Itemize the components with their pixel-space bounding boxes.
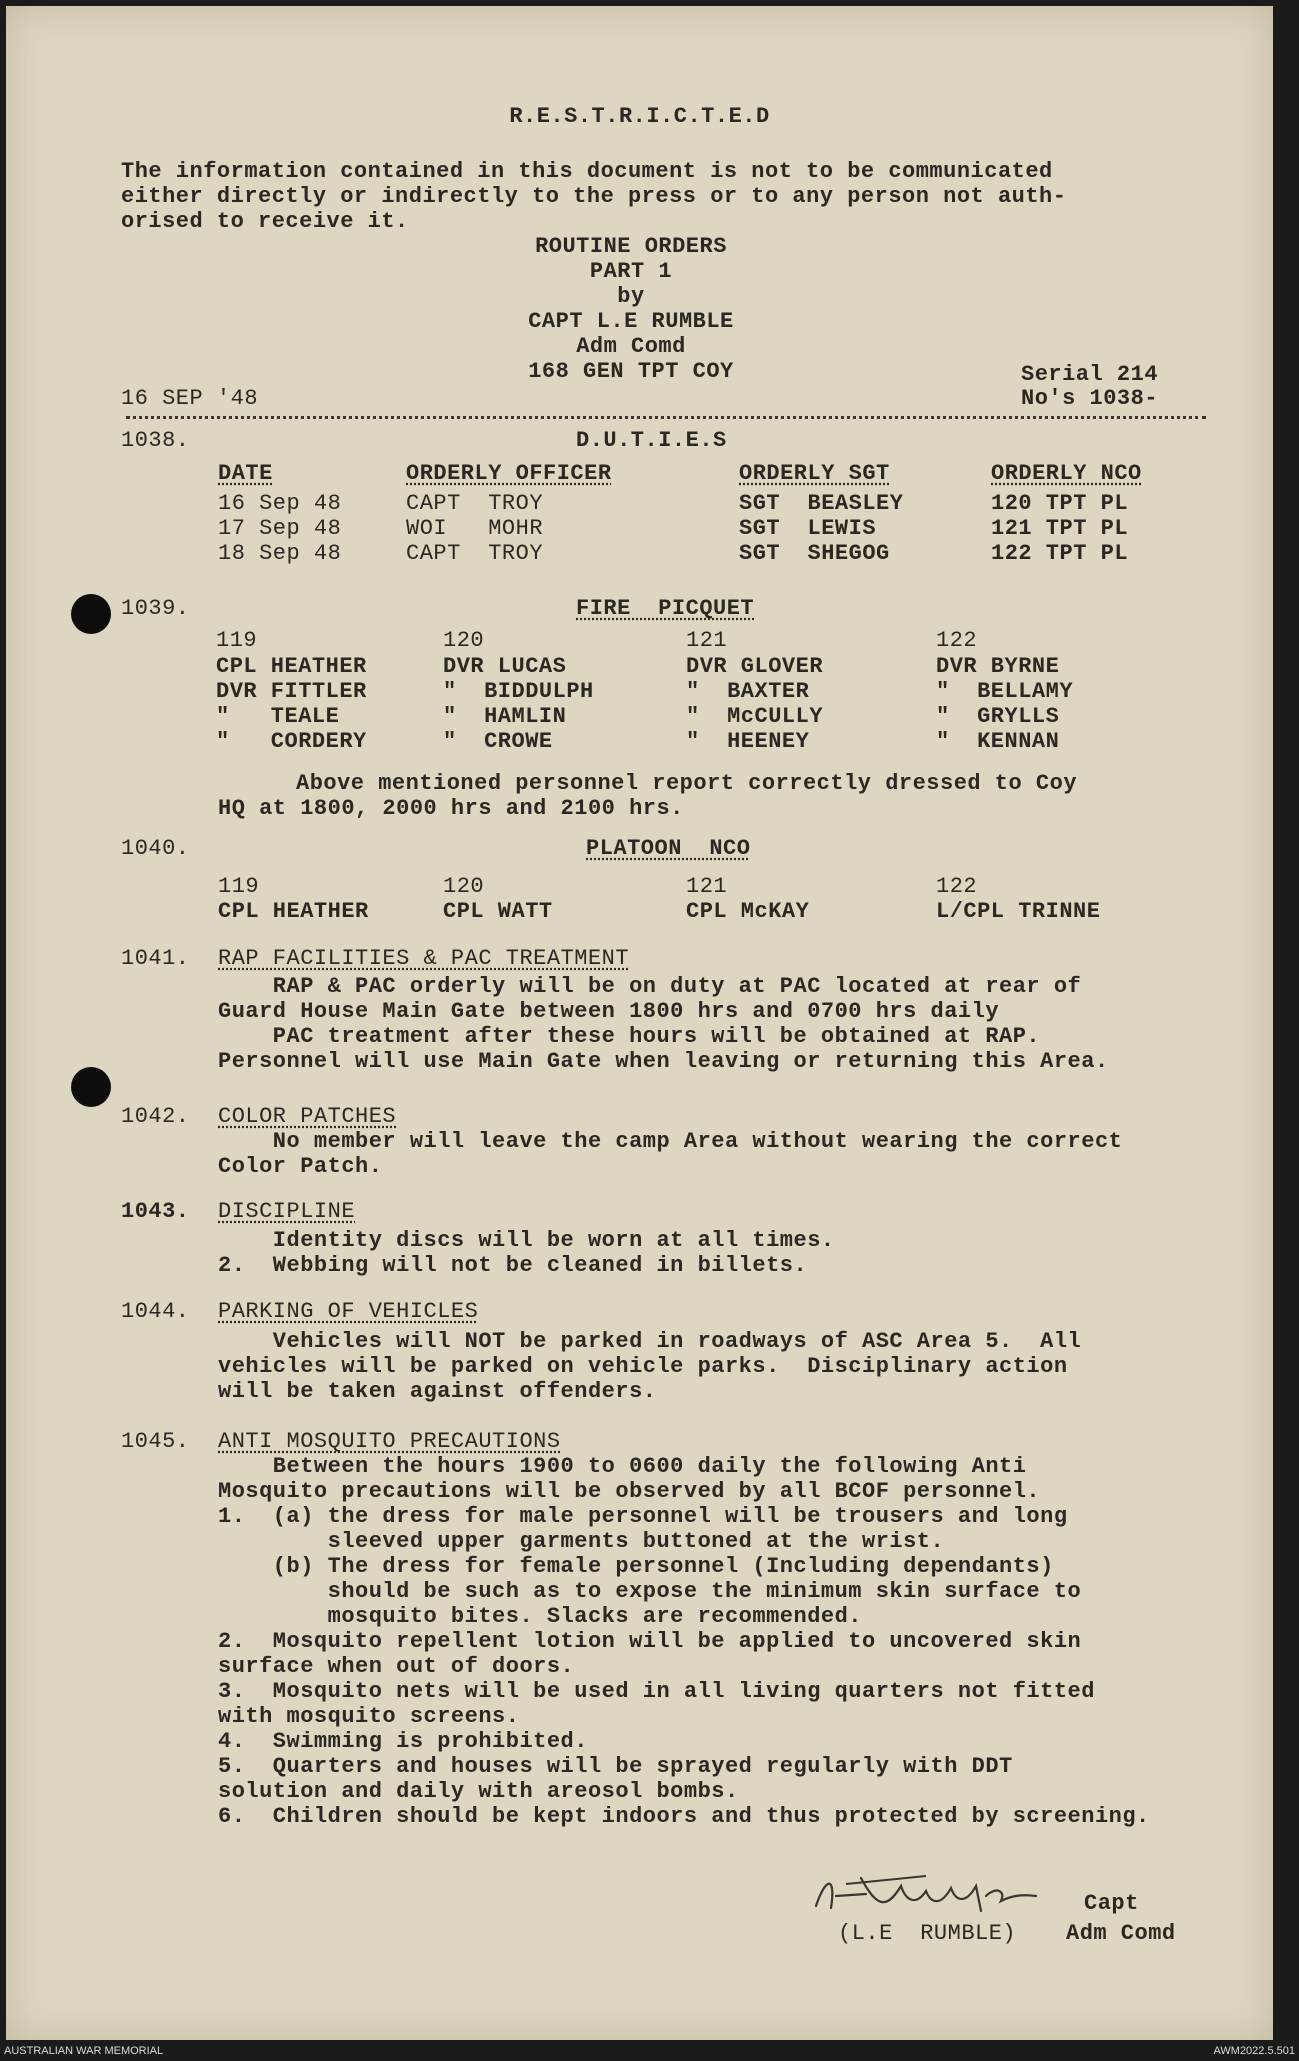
pnco-platoon-122: 122 (936, 874, 978, 899)
fp-119-member-3: " TEALE (216, 704, 340, 729)
order-1045-line-10: 3. Mosquito nets will be used in all living quarters not fitted (218, 1679, 1095, 1704)
pnco-platoon-119: 119 (218, 874, 260, 899)
section-number-1040: 1040. (121, 836, 190, 861)
fp-121-member-2: " BAXTER (686, 679, 810, 704)
order-1043-line-2: 2. Webbing will not be cleaned in billets. (218, 1253, 808, 1278)
duties-col-officer: ORDERLY OFFICER (406, 461, 612, 486)
title-line-2: PART 1 (589, 259, 673, 284)
order-1045-line-15: 6. Children should be kept indoors and thus protected by screening. (218, 1804, 1150, 1829)
order-1043-line-1: Identity discs will be worn at all times. (218, 1228, 835, 1253)
fp-120-member-4: " CROWE (443, 729, 553, 754)
fp-121-member-3: " McCULLY (686, 704, 824, 729)
duties-col-date: DATE (218, 461, 273, 486)
duties-row-2-nco: 121 TPT PL (991, 516, 1129, 541)
pnco-name-120: CPL WATT (443, 899, 553, 924)
fp-platoon-119: 119 (216, 628, 258, 653)
duties-row-2-officer: WOI MOHR (406, 516, 544, 541)
order-1045-line-7: mosquito bites. Slacks are recommended. (218, 1604, 863, 1629)
duties-row-3-sgt: SGT SHEGOG (739, 541, 890, 566)
section-number-1042: 1042. (121, 1104, 190, 1129)
fp-119-member-1: CPL HEATHER (216, 654, 367, 679)
duties-row-1-officer: CAPT TROY (406, 491, 544, 516)
fp-120-member-2: " BIDDULPH (443, 679, 594, 704)
order-1045-line-13: 5. Quarters and houses will be sprayed regularly with DDT (218, 1754, 1013, 1779)
fp-122-member-4: " KENNAN (936, 729, 1060, 754)
order-1045-line-8: 2. Mosquito repellent lotion will be applied to uncovered skin (218, 1629, 1082, 1654)
fp-119-member-2: DVR FITTLER (216, 679, 367, 704)
notice-line-2: either directly or indirectly to the press or to any person not auth- (121, 184, 1067, 209)
title-line-1: ROUTINE ORDERS (535, 234, 727, 259)
fp-platoon-121: 121 (686, 628, 728, 653)
fp-platoon-122: 122 (936, 628, 978, 653)
order-1042-line-2: Color Patch. (218, 1154, 383, 1179)
fp-121-member-1: DVR GLOVER (686, 654, 824, 679)
binder-hole (71, 594, 111, 634)
order-1044-line-1: Vehicles will NOT be parked in roadways of ASC Area 5. All (218, 1329, 1082, 1354)
order-1041-line-1: RAP & PAC orderly will be on duty at PAC located at rear of (218, 974, 1082, 999)
notice-line-3: orised to receive it. (121, 209, 409, 234)
duties-row-2-sgt: SGT LEWIS (739, 516, 877, 541)
order-1045-line-5: (b) The dress for female personnel (Including dependants) (218, 1554, 1054, 1579)
order-1045-line-14: solution and daily with areosol bombs. (218, 1779, 739, 1804)
title-line-6: 168 GEN TPT COY (528, 359, 734, 384)
fp-122-member-1: DVR BYRNE (936, 654, 1060, 679)
section-number-1039: 1039. (121, 596, 190, 621)
section-number-1043: 1043. (121, 1199, 190, 1224)
fp-120-member-1: DVR LUCAS (443, 654, 567, 679)
archive-footer (0, 2043, 1299, 2061)
fp-122-member-2: " BELLAMY (936, 679, 1074, 704)
duties-title: D.U.T.I.E.S (576, 428, 727, 453)
order-1045-line-1: Between the hours 1900 to 0600 daily the following Anti (218, 1454, 1027, 1479)
section-title-1045: ANTI MOSQUITO PRECAUTIONS (218, 1429, 561, 1454)
fp-note-line-2: HQ at 1800, 2000 hrs and 2100 hrs. (218, 796, 684, 821)
separator-line (126, 416, 1206, 419)
order-1041-line-2: Guard House Main Gate between 1800 hrs and 0700 hrs daily (218, 999, 1000, 1024)
order-numbers: No's 1038- (1021, 386, 1159, 411)
title-line-4: CAPT L.E RUMBLE (528, 309, 734, 334)
order-1041-line-3: PAC treatment after these hours will be obtained at RAP. (218, 1024, 1041, 1049)
archive-reference: AWM2022.5.501 (1213, 2045, 1295, 2057)
section-number-1045: 1045. (121, 1429, 190, 1454)
order-1045-line-6: should be such as to expose the minimum skin surface to (218, 1579, 1082, 1604)
pnco-platoon-120: 120 (443, 874, 485, 899)
pnco-name-119: CPL HEATHER (218, 899, 369, 924)
pnco-platoon-121: 121 (686, 874, 728, 899)
serial-number: Serial 214 (1021, 362, 1159, 387)
fp-122-member-3: " GRYLLS (936, 704, 1060, 729)
order-1045-line-3: 1. (a) the dress for male personnel will be trousers and long (218, 1504, 1068, 1529)
document-page (6, 6, 1273, 2040)
fp-119-member-4: " CORDERY (216, 729, 367, 754)
order-1045-line-12: 4. Swimming is prohibited. (218, 1729, 588, 1754)
title-line-3: by (617, 284, 645, 309)
duties-row-1-sgt: SGT BEASLEY (739, 491, 904, 516)
fire-picquet-title: FIRE PICQUET (576, 596, 755, 621)
duties-row-2-date: 17 Sep 48 (218, 516, 342, 541)
archive-name: AUSTRALIAN WAR MEMORIAL (4, 2045, 164, 2057)
pnco-name-121: CPL McKAY (686, 899, 810, 924)
order-1045-line-11: with mosquito screens. (218, 1704, 520, 1729)
duties-row-3-nco: 122 TPT PL (991, 541, 1129, 566)
section-number-1038: 1038. (121, 428, 190, 453)
handwritten-signature (806, 1866, 1096, 1926)
order-1041-line-4: Personnel will use Main Gate when leaving or returning this Area. (218, 1049, 1109, 1074)
order-1044-line-3: will be taken against offenders. (218, 1379, 657, 1404)
order-1044-line-2: vehicles will be parked on vehicle parks. Disciplinary action (218, 1354, 1068, 1379)
section-title-1041: RAP FACILITIES & PAC TREATMENT (218, 946, 630, 971)
duties-col-sgt: ORDERLY SGT (739, 461, 890, 486)
pnco-name-122: L/CPL TRINNE (936, 899, 1101, 924)
title-line-5: Adm Comd (576, 334, 686, 359)
order-1045-line-9: surface when out of doors. (218, 1654, 575, 1679)
order-1045-line-2: Mosquito precautions will be observed by all BCOF personnel. (218, 1479, 1041, 1504)
section-title-1042: COLOR PATCHES (218, 1104, 397, 1129)
section-title-1043: DISCIPLINE (218, 1199, 356, 1224)
signature-appointment: Adm Comd (1066, 1921, 1176, 1946)
signature-rank: Capt (1084, 1891, 1139, 1916)
section-number-1044: 1044. (121, 1299, 190, 1324)
platoon-nco-title: PLATOON NCO (586, 836, 751, 861)
duties-row-1-date: 16 Sep 48 (218, 491, 342, 516)
order-date: 16 SEP '48 (121, 386, 259, 411)
fp-121-member-4: " HEENEY (686, 729, 810, 754)
fp-120-member-3: " HAMLIN (443, 704, 567, 729)
duties-col-nco: ORDERLY NCO (991, 461, 1142, 486)
duties-row-3-date: 18 Sep 48 (218, 541, 342, 566)
fp-note-line-1: Above mentioned personnel report correctly dressed to Coy (296, 771, 1078, 796)
binder-hole (71, 1067, 111, 1107)
fp-platoon-120: 120 (443, 628, 485, 653)
duties-row-1-nco: 120 TPT PL (991, 491, 1129, 516)
section-number-1041: 1041. (121, 946, 190, 971)
section-title-1044: PARKING OF VEHICLES (218, 1299, 479, 1324)
duties-row-3-officer: CAPT TROY (406, 541, 544, 566)
notice-line-1: The information contained in this document is not to be communicated (121, 159, 1053, 184)
order-1045-line-4: sleeved upper garments buttoned at the wrist. (218, 1529, 945, 1554)
classification-heading: R.E.S.T.R.I.C.T.E.D (509, 104, 770, 129)
order-1042-line-1: No member will leave the camp Area without wearing the correct (218, 1129, 1123, 1154)
signature-name: (L.E RUMBLE) (838, 1921, 1017, 1946)
